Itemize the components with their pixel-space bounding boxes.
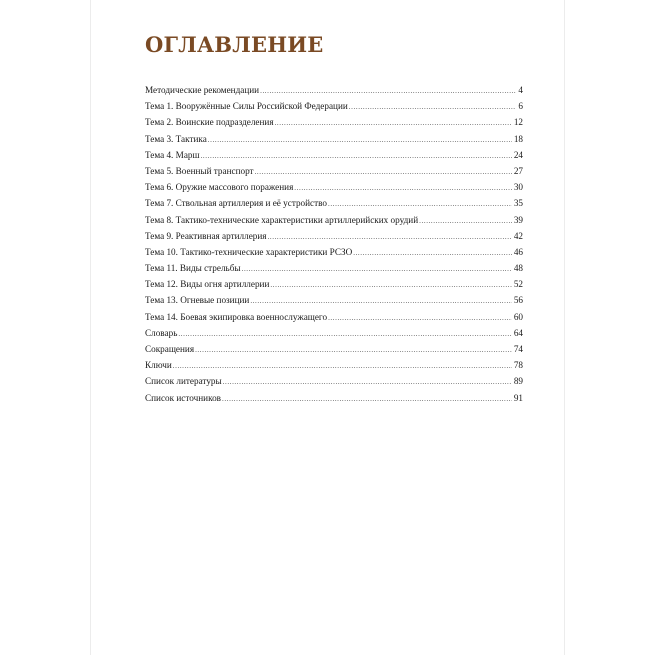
toc-dot-leader [250, 297, 511, 305]
toc-dot-leader [173, 362, 512, 370]
toc-dot-leader [242, 265, 512, 273]
toc-dot-leader [208, 136, 512, 144]
toc-entry-label: Словарь [145, 327, 178, 338]
toc-entry[interactable] [145, 344, 523, 360]
document-page [90, 0, 565, 655]
toc-entry[interactable] [145, 231, 523, 247]
toc-entry-label: Тема 2. Воинские подразделения [145, 117, 274, 128]
toc-entry-page-number: 12 [513, 117, 523, 128]
toc-entry-label: Тема 10. Тактико-технические характеристики РСЗО [145, 246, 353, 257]
toc-entry-label: Тема 14. Боевая экипировка военнослужащего [145, 311, 328, 322]
toc-entry-page-number: 74 [513, 344, 523, 354]
toc-entry[interactable] [145, 150, 523, 166]
toc-dot-leader [195, 346, 512, 354]
toc-dot-leader [294, 184, 512, 192]
toc-entry-label: Тема 11. Виды стрельбы [145, 263, 241, 274]
page-title: ОГЛАВЛЕНИЕ [145, 32, 324, 57]
toc-entry-label: Методические рекомендации [145, 85, 260, 95]
toc-dot-leader [201, 152, 512, 160]
toc-entry[interactable] [145, 376, 523, 392]
toc-entry[interactable] [145, 393, 523, 409]
toc-entry[interactable] [145, 215, 523, 231]
toc-entry[interactable] [145, 295, 523, 311]
toc-entry-label: Тема 3. Тактика [145, 133, 207, 144]
toc-entry[interactable] [145, 279, 523, 295]
table-of-contents [145, 85, 523, 409]
toc-entry-label: Тема 1. Вооружённые Силы Российской Федерации [145, 101, 348, 112]
toc-entry-page-number: 46 [513, 246, 523, 257]
toc-entry-label: Тема 9. Реактивная артиллерия [145, 230, 267, 241]
toc-entry-label: Тема 5. Военный транспорт [145, 165, 254, 176]
toc-dot-leader [270, 281, 511, 289]
toc-entry[interactable] [145, 134, 523, 150]
toc-entry-page-number: 24 [513, 149, 523, 160]
toc-entry-label: Список источников [145, 392, 222, 403]
toc-entry-label: Список литературы [145, 376, 222, 387]
toc-entry-page-number: 56 [513, 295, 523, 306]
toc-entry-label: Тема 6. Оружие массового поражения [145, 182, 294, 193]
toc-entry-page-number: 27 [513, 165, 523, 176]
toc-entry[interactable] [145, 263, 523, 279]
toc-entry[interactable] [145, 117, 523, 133]
toc-entry-label: Ключи [145, 360, 172, 371]
toc-entry-page-number: 42 [513, 230, 523, 241]
toc-dot-leader [349, 103, 517, 111]
toc-entry-page-number: 39 [513, 214, 523, 225]
toc-entry-page-number: 64 [513, 327, 523, 338]
toc-dot-leader [268, 233, 512, 241]
toc-entry-page-number: 35 [513, 198, 523, 209]
toc-entry-page-number: 78 [513, 360, 523, 371]
toc-entry-page-number: 60 [513, 311, 523, 322]
toc-dot-leader [260, 87, 516, 95]
toc-dot-leader [419, 217, 512, 225]
toc-entry-label: Тема 13. Огневые позиции [145, 295, 250, 306]
toc-entry[interactable] [145, 247, 523, 263]
toc-entry-page-number: 18 [513, 133, 523, 144]
toc-entry[interactable] [145, 85, 523, 101]
toc-dot-leader [275, 119, 512, 127]
toc-entry-page-number: 6 [518, 101, 523, 112]
toc-entry-label: Тема 4. Марш [145, 149, 200, 160]
toc-entry-label: Тема 8. Тактико-технические характеристики артиллерийских орудий [145, 214, 419, 225]
toc-entry-page-number: 48 [513, 263, 523, 274]
toc-dot-leader [178, 330, 511, 338]
toc-dot-leader [223, 378, 512, 386]
toc-entry-page-number: 30 [513, 182, 523, 193]
toc-dot-leader [353, 249, 512, 257]
toc-entry[interactable] [145, 328, 523, 344]
toc-entry-page-number: 52 [513, 279, 523, 290]
toc-entry-label: Тема 12. Виды огня артиллерии [145, 279, 270, 290]
toc-entry-label: Сокращения [145, 344, 195, 354]
toc-entry-label: Тема 7. Ствольная артиллерия и её устройство [145, 198, 328, 209]
toc-dot-leader [328, 314, 512, 322]
toc-entry[interactable] [145, 312, 523, 328]
toc-entry-page-number: 91 [513, 392, 523, 403]
toc-entry[interactable] [145, 198, 523, 214]
toc-entry[interactable] [145, 182, 523, 198]
toc-entry-page-number: 89 [513, 376, 523, 387]
toc-entry[interactable] [145, 166, 523, 182]
toc-entry-page-number: 4 [518, 85, 523, 95]
toc-dot-leader [255, 168, 512, 176]
toc-entry[interactable] [145, 360, 523, 376]
toc-dot-leader [222, 395, 512, 403]
toc-dot-leader [328, 200, 512, 208]
toc-entry[interactable] [145, 101, 523, 117]
